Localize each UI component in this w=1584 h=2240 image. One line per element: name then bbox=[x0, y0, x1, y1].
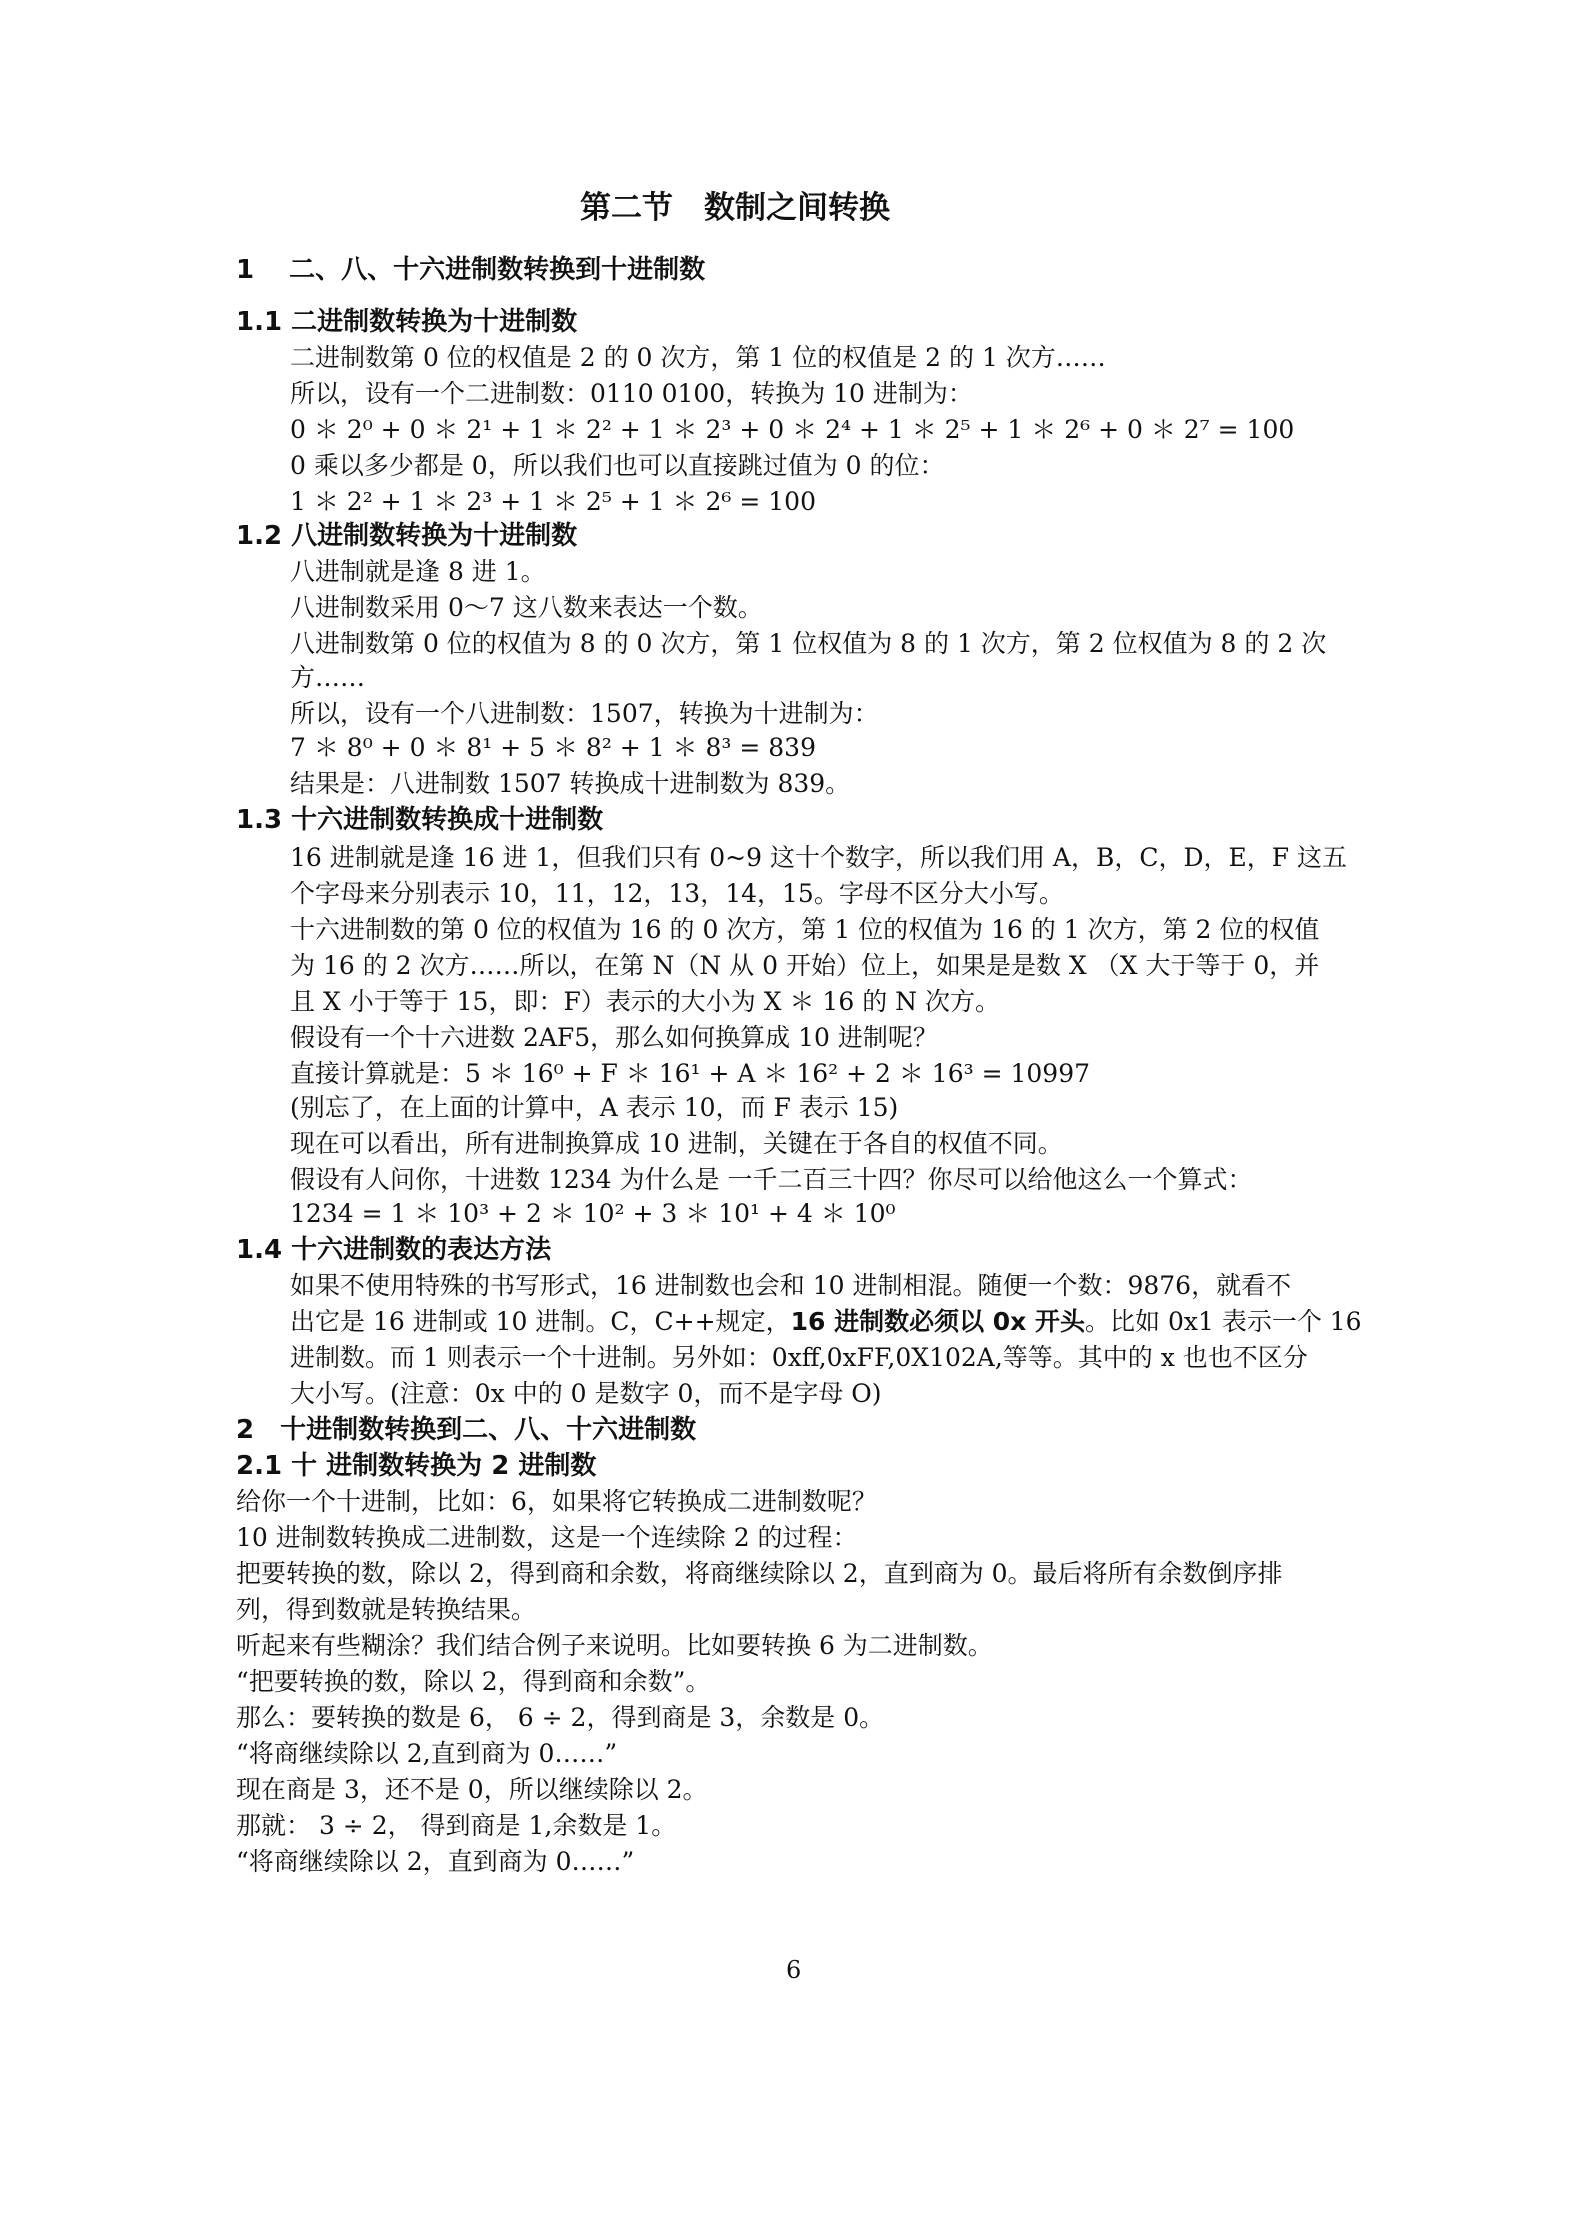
paragraph-line bbox=[290, 1304, 1362, 1340]
paragraph-line: 那么：要转换的数是 6， 6 ÷ 2，得到商是 3，余数是 0。 bbox=[236, 1703, 885, 1732]
formula-line: 7 ＊ 8⁰ + 0 ＊ 8¹ + 5 ＊ 8² + 1 ＊ 8³ = 839 bbox=[290, 733, 816, 762]
paragraph-line: 八进制数采用 0～7 这八数来表达一个数。 bbox=[290, 593, 763, 622]
paragraph-line: 给你一个十进制，比如：6，如果将它转换成二进制数呢？ bbox=[236, 1487, 877, 1516]
paragraph-line: 结果是：八进制数 1507 转换成十进制数为 839。 bbox=[290, 769, 851, 798]
paragraph-line: 大小写。(注意：0x 中的 0 是数字 0，而不是字母 O) bbox=[290, 1379, 882, 1408]
heading-1-3: 1.3 十六进制数转换成十进制数 bbox=[236, 805, 604, 835]
heading-1-4: 1.4 十六进制数的表达方法 bbox=[236, 1235, 552, 1265]
formula-line: 1234 = 1 ＊ 10³ + 2 ＊ 10² + 3 ＊ 10¹ + 4 ＊ 10⁰ bbox=[290, 1199, 896, 1228]
paragraph-line: 所以，设有一个八进制数：1507，转换为十进制为： bbox=[290, 699, 879, 728]
heading-2: 2 十进制数转换到二、八、十六进制数 bbox=[236, 1415, 697, 1445]
paragraph-line: 听起来有些糊涂？我们结合例子来说明。比如要转换 6 为二进制数。 bbox=[236, 1631, 993, 1660]
paragraph-line: 十六进制数的第 0 位的权值为 16 的 0 次方，第 1 位的权值为 16 的 1 次方，第 2 位的权值 bbox=[290, 915, 1320, 944]
formula-line: 0 ＊ 2⁰ + 0 ＊ 2¹ + 1 ＊ 2² + 1 ＊ 2³ + 0 ＊ 2⁴ + 1 ＊ 2⁵ + 1 ＊ 2⁶ + 0 ＊ 2⁷ = 100 bbox=[290, 415, 1295, 444]
paragraph-line: 二进制数第 0 位的权值是 2 的 0 次方，第 1 位的权值是 2 的 1 次方…… bbox=[290, 343, 1106, 372]
paragraph-text: 出它是 16 进制或 10 进制。C，C++规定， bbox=[290, 1307, 791, 1336]
paragraph-line: 个字母来分别表示 10，11，12，13，14，15。字母不区分大小写。 bbox=[290, 879, 1064, 908]
paragraph-line: 把要转换的数，除以 2，得到商和余数，将商继续除以 2，直到商为 0。最后将所有余数倒序排 bbox=[236, 1559, 1283, 1588]
heading-1-1: 1.1 二进制数转换为十进制数 bbox=[236, 307, 578, 337]
heading-1: 1 二、八、十六进制数转换到十进制数 bbox=[236, 255, 706, 285]
paragraph-line: 那就： 3 ÷ 2， 得到商是 1,余数是 1。 bbox=[236, 1811, 677, 1840]
section-title: 第二节 数制之间转换 bbox=[580, 190, 890, 226]
emphasis-text: 16 进制数必须以 0x 开头 bbox=[790, 1307, 1086, 1336]
paragraph-line: 如果不使用特殊的书写形式，16 进制数也会和 10 进制相混。随便一个数：9876，就看不 bbox=[290, 1271, 1292, 1300]
formula-line: 直接计算就是：5 ＊ 16⁰ + F ＊ 16¹ + A ＊ 16² + 2 ＊ 16³ = 10997 bbox=[290, 1059, 1091, 1088]
paragraph-line: (别忘了，在上面的计算中，A 表示 10，而 F 表示 15) bbox=[290, 1093, 899, 1122]
paragraph-line: 八进制就是逢 8 进 1。 bbox=[290, 557, 546, 586]
heading-1-2: 1.2 八进制数转换为十进制数 bbox=[236, 521, 578, 551]
paragraph-line: 假设有一个十六进数 2AF5，那么如何换算成 10 进制呢？ bbox=[290, 1023, 938, 1052]
formula-line: 1 ＊ 2² + 1 ＊ 2³ + 1 ＊ 2⁵ + 1 ＊ 2⁶ = 100 bbox=[290, 487, 816, 516]
paragraph-line: 且 X 小于等于 15，即：F）表示的大小为 X ＊ 16 的 N 次方。 bbox=[290, 987, 1000, 1016]
heading-2-1: 2.1 十 进制数转换为 2 进制数 bbox=[236, 1451, 597, 1481]
paragraph-line: 16 进制就是逢 16 进 1，但我们只有 0~9 这十个数字，所以我们用 A，B，C，D，E，F 这五 bbox=[290, 843, 1348, 872]
paragraph-line: 为 16 的 2 次方……所以，在第 N（N 从 0 开始）位上，如果是是数 X （X 大于等于 0，并 bbox=[290, 951, 1320, 980]
paragraph-line: 所以，设有一个二进制数：0110 0100，转换为 10 进制为： bbox=[290, 379, 973, 408]
paragraph-line: 现在可以看出，所有进制换算成 10 进制，关键在于各自的权值不同。 bbox=[290, 1129, 1063, 1158]
paragraph-line: 进制数。而 1 则表示一个十进制。另外如：0xff,0xFF,0X102A,等等。其中的 x 也也不区分 bbox=[290, 1343, 1308, 1372]
paragraph-line: 10 进制数转换成二进制数，这是一个连续除 2 的过程： bbox=[236, 1523, 858, 1552]
paragraph-line: “把要转换的数，除以 2，得到商和余数”。 bbox=[236, 1667, 711, 1696]
paragraph-line: 假设有人问你，十进数 1234 为什么是 一千二百三十四？你尽可以给他这么一个算式： bbox=[290, 1165, 1253, 1194]
paragraph-line: 0 乘以多少都是 0，所以我们也可以直接跳过值为 0 的位： bbox=[290, 451, 945, 480]
paragraph-line: 列，得到数就是转换结果。 bbox=[236, 1595, 537, 1624]
paragraph-line: “将商继续除以 2，直到商为 0……” bbox=[236, 1847, 635, 1876]
paragraph-line: 现在商是 3，还不是 0，所以继续除以 2。 bbox=[236, 1775, 708, 1804]
page-number: 6 bbox=[786, 1956, 802, 1984]
paragraph-line: “将商继续除以 2,直到商为 0……” bbox=[236, 1739, 618, 1768]
paragraph-line: 八进制数第 0 位的权值为 8 的 0 次方，第 1 位权值为 8 的 1 次方，第 2 位权值为 8 的 2 次 bbox=[290, 629, 1327, 658]
paragraph-text: 。比如 0x1 表示一个 16 bbox=[1085, 1307, 1362, 1336]
paragraph-line: 方…… bbox=[290, 663, 366, 692]
